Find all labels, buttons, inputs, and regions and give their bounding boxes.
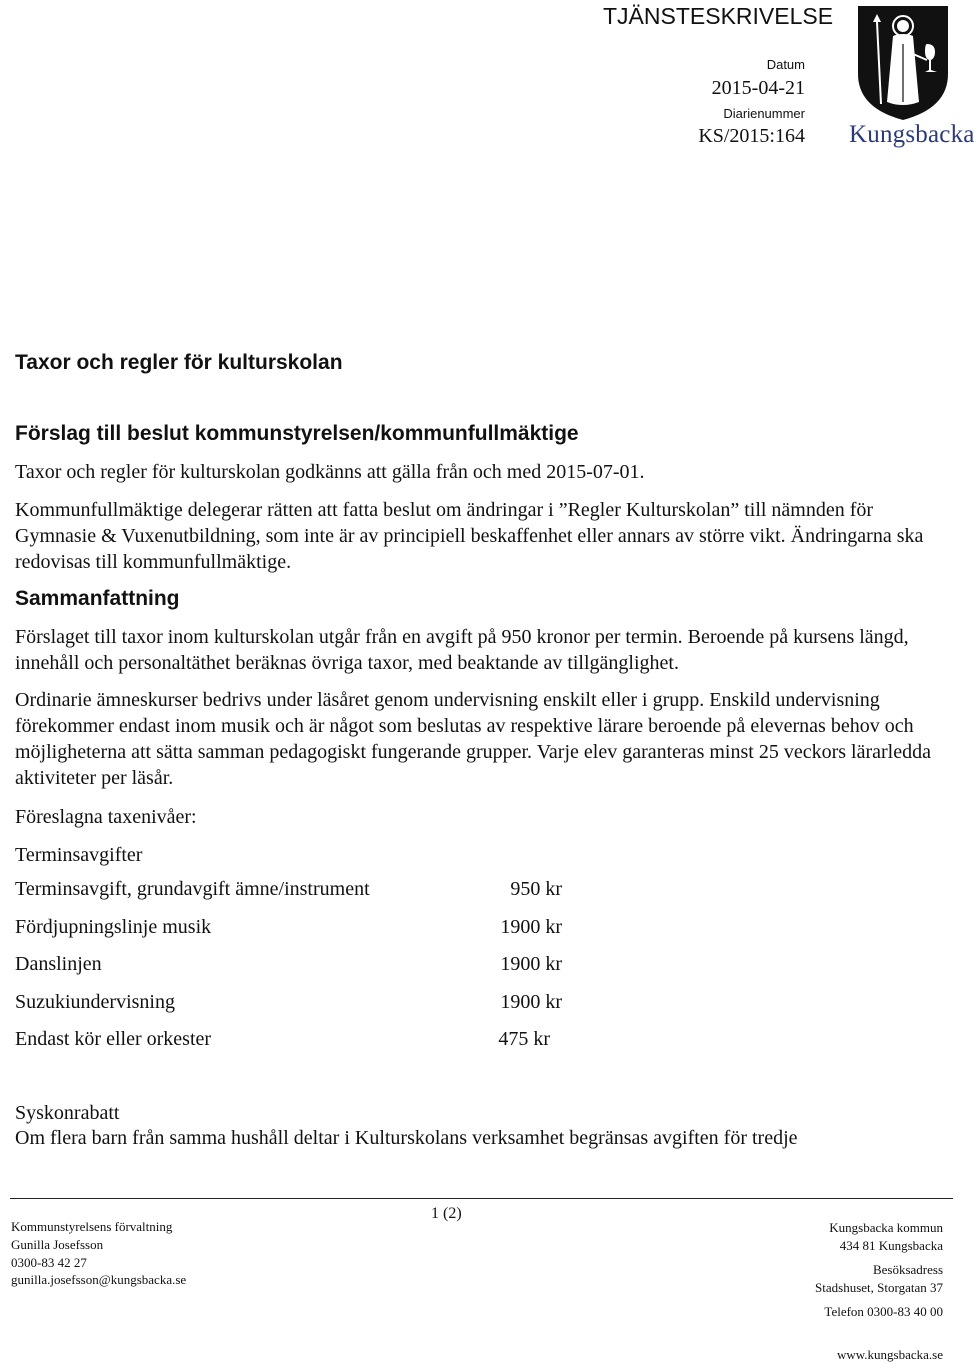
fee-amount: 1900 kr — [500, 991, 562, 1013]
proposal-line: Taxor och regler för kulturskolan godkänns att gälla från och med 2015-07-01. — [15, 461, 645, 483]
date-value: 2015-04-21 — [711, 77, 805, 99]
footer-contact-name: Gunilla Josefsson — [11, 1237, 104, 1252]
fee-label: Terminsavgift, grundavgift ämne/instrument — [15, 878, 370, 900]
fee-label: Danslinjen — [15, 953, 102, 975]
proposal-heading: Förslag till beslut kommunstyrelsen/kommunfullmäktige — [15, 422, 579, 445]
fee-amount: 950 kr — [510, 878, 562, 900]
footer-visit-label: Besöksadress — [872, 1262, 943, 1277]
footer-org: Kungsbacka kommun — [829, 1220, 943, 1235]
diary-number-value: KS/2015:164 — [698, 125, 805, 147]
footer-office: Kommunstyrelsens förvaltning — [11, 1219, 173, 1234]
date-label: Datum — [766, 57, 805, 72]
footer-visit-address: Stadshuset, Storgatan 37 — [815, 1280, 943, 1295]
sibling-discount-text: Om flera barn från samma hushåll deltar i Kulturskolans verksamhet begränsas avgiften för tredje — [15, 1127, 798, 1149]
coat-of-arms-icon — [855, 4, 951, 122]
footer-contact-email[interactable]: gunilla.josefsson@kungsbacka.se — [11, 1272, 187, 1287]
fee-label: Fördjupningslinje musik — [15, 916, 212, 938]
logo-wordmark: Kungsbacka — [849, 121, 975, 148]
summary-paragraph-1: Förslaget till taxor inom kulturskolan utgår från en avgift på 950 kronor per termin. Beroende på kursens längd, innehåll och personaltäthet beräknas övriga taxor, med beaktande av tillgänglighet. — [15, 626, 909, 674]
summary-paragraph-2: Ordinarie ämneskurser bedrivs under läsåret genom undervisning enskilt eller i grupp. Enskild undervisning förekommer endast inom musik och är något som beslutas av respektive lärare beroende på elevernas behov och möjligheterna att sätta samman pedagogiskt fungerande grupper. Varje elev garanteras minst 25 veckors lärarledda aktiviteter per läsår. — [15, 689, 931, 789]
page-number: 1 (2) — [431, 1205, 462, 1222]
municipality-logo — [849, 4, 975, 154]
document-title: Taxor och regler för kulturskolan — [15, 351, 343, 374]
term-fees-heading: Terminsavgifter — [15, 844, 143, 866]
footer-postal-address: 434 81 Kungsbacka — [839, 1238, 943, 1253]
fee-amount: 475 kr — [498, 1028, 550, 1050]
fee-amount: 1900 kr — [500, 916, 562, 938]
fee-amount: 1900 kr — [500, 953, 562, 975]
proposal-paragraph: Kommunfullmäktige delegerar rätten att fatta beslut om ändringar i ”Regler Kulturskolan” till nämnden för Gymnasie & Vuxenutbildning, som inte är av principiell beskaffenhet eller annars av större vikt. Ändringarna ska redovisas till kommunfullmäktige. — [15, 499, 924, 573]
proposed-levels-label: Föreslagna taxenivåer: — [15, 806, 197, 828]
summary-heading: Sammanfattning — [15, 587, 180, 610]
footer-phone: Telefon 0300-83 40 00 — [824, 1304, 943, 1319]
footer-divider — [10, 1198, 953, 1199]
fee-label: Endast kör eller orkester — [15, 1028, 212, 1050]
footer-contact-phone: 0300-83 42 27 — [11, 1255, 87, 1270]
footer-website[interactable]: www.kungsbacka.se — [836, 1347, 943, 1362]
fee-label: Suzukiundervisning — [15, 991, 175, 1013]
sibling-discount-heading: Syskonrabatt — [15, 1102, 120, 1124]
diary-number-label: Diarienummer — [723, 106, 805, 121]
document-type: TJÄNSTESKRIVELSE — [603, 3, 834, 29]
